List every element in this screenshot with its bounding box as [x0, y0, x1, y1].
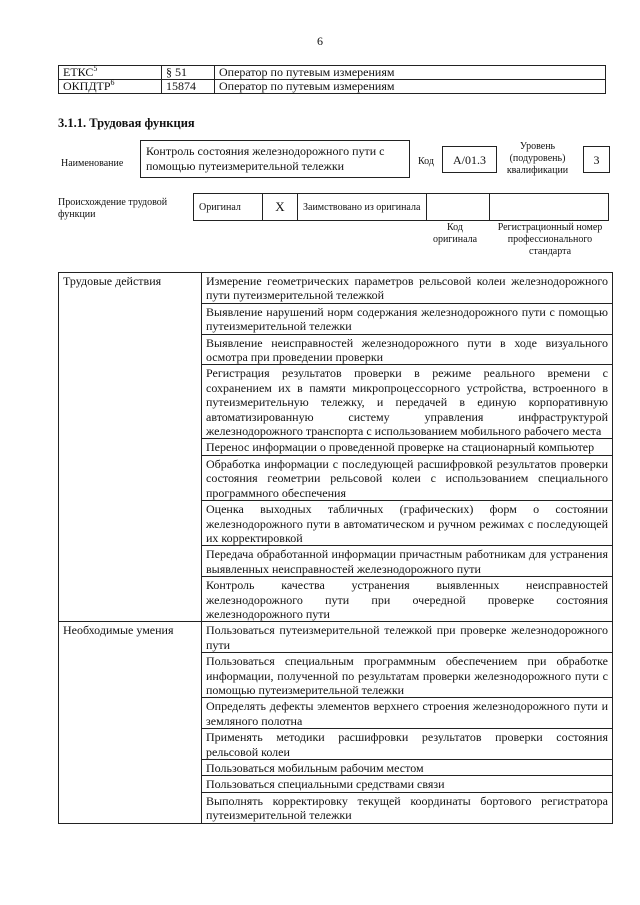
qualification-level-label: Уровень (подуровень) квалификации: [506, 141, 569, 176]
origin-label: Происхождение трудовой функции: [58, 197, 168, 220]
code-name: ЕТКС: [63, 65, 94, 79]
labor-action-item: Контроль качества устранения выявленных неисправностей железнодорожного пути при очередной проверке состояния железнодорожного пути: [202, 577, 613, 622]
labor-action-item: Передача обработанной информации причастным работникам для устранения выявленных неисправностей железнодорожного пути: [202, 546, 613, 577]
classification-codes-table: [58, 65, 606, 94]
skill-item: Выполнять корректировку текущей координаты бортового регистратора путеизмерительной тележки: [202, 792, 613, 823]
code-value-cell: § 51: [162, 66, 215, 80]
skill-item: Пользоваться мобильным рабочим местом: [202, 760, 613, 776]
reg-number-caption: Регистрационный номер профессионального стандарта: [497, 222, 603, 257]
footnote-ref: 5: [93, 64, 98, 73]
labor-action-item: Оценка выходных табличных (графических) форм о состоянии железнодорожного пути в автоматическом и ручном режимах с последующей их корректировкой: [202, 501, 613, 546]
labor-actions-label: Трудовые действия: [59, 273, 202, 622]
function-name-box: Контроль состояния железнодорожного пути с помощью путеизмерительной тележки: [140, 140, 410, 178]
original-code-cell: [427, 194, 490, 221]
original-code-caption: Код оригинала: [432, 222, 478, 245]
skill-item: Пользоваться специальным программным обеспечением при обработке информации, полученной по результатам проверки железнодорожного пути с помощью путеизмерительной тележки: [202, 653, 613, 698]
skill-item: Пользоваться специальными средствами связи: [202, 776, 613, 792]
required-skills-label: Необходимые умения: [59, 622, 202, 823]
skill-item: Определять дефекты элементов верхнего строения железнодорожного пути и земляного полотна: [202, 698, 613, 729]
labor-action-item: Выявление неисправностей железнодорожного пути в ходе визуального осмотра при проведении проверки: [202, 334, 613, 365]
skill-item: Пользоваться путеизмерительной тележкой при проверке железнодорожного пути: [202, 622, 613, 653]
table-row: [59, 622, 613, 653]
code-name: ОКПДТР: [63, 79, 111, 93]
function-details-table: [58, 272, 613, 824]
table-row: [194, 194, 609, 221]
name-label: Наименование: [61, 158, 124, 169]
labor-action-item: Регистрация результатов проверки в режиме реального времени с сохранением их в памяти микропроцессорного устройства, встроенного в путеизмерительную тележку, и передачей в единую корпоративную автоматизированную систему управления инфраструктурой железнодорожного транспорта с использованием мобильного рабочего места: [202, 365, 613, 439]
origin-table: [193, 193, 609, 221]
footnote-ref: 6: [110, 78, 115, 87]
labor-action-item: Обработка информации с последующей расшифровкой результатов проверки состояния геометрии рельсовой колеи с использованием специального программного обеспечения: [202, 455, 613, 500]
original-mark: X: [263, 194, 298, 221]
section-title: 3.1.1. Трудовая функция: [58, 116, 195, 130]
qualification-level-box: 3: [583, 146, 610, 173]
reg-number-cell: [490, 194, 609, 221]
code-label: Код: [418, 156, 434, 167]
table-row: [59, 80, 606, 94]
table-row: [59, 273, 613, 304]
labor-action-item: Измерение геометрических параметров рельсовой колеи железнодорожного пути путеизмерительной тележкой: [202, 273, 613, 304]
original-cell: Оригинал: [194, 194, 263, 221]
code-title-cell: Оператор по путевым измерениям: [215, 66, 606, 80]
code-value-cell: 15874: [162, 80, 215, 94]
page-number: 6: [317, 34, 323, 48]
code-title-cell: Оператор по путевым измерениям: [215, 80, 606, 94]
labor-action-item: Перенос информации о проведенной проверке на стационарный компьютер: [202, 439, 613, 455]
labor-action-item: Выявление нарушений норм содержания железнодорожного пути с помощью путеизмерительной тележки: [202, 303, 613, 334]
function-code-box: А/01.3: [442, 146, 497, 173]
code-name-cell: [59, 80, 162, 94]
skill-item: Применять методики расшифровки результатов проверки состояния рельсовой колеи: [202, 729, 613, 760]
table-row: [59, 66, 606, 80]
borrowed-cell: Заимствовано из оригинала: [298, 194, 427, 221]
